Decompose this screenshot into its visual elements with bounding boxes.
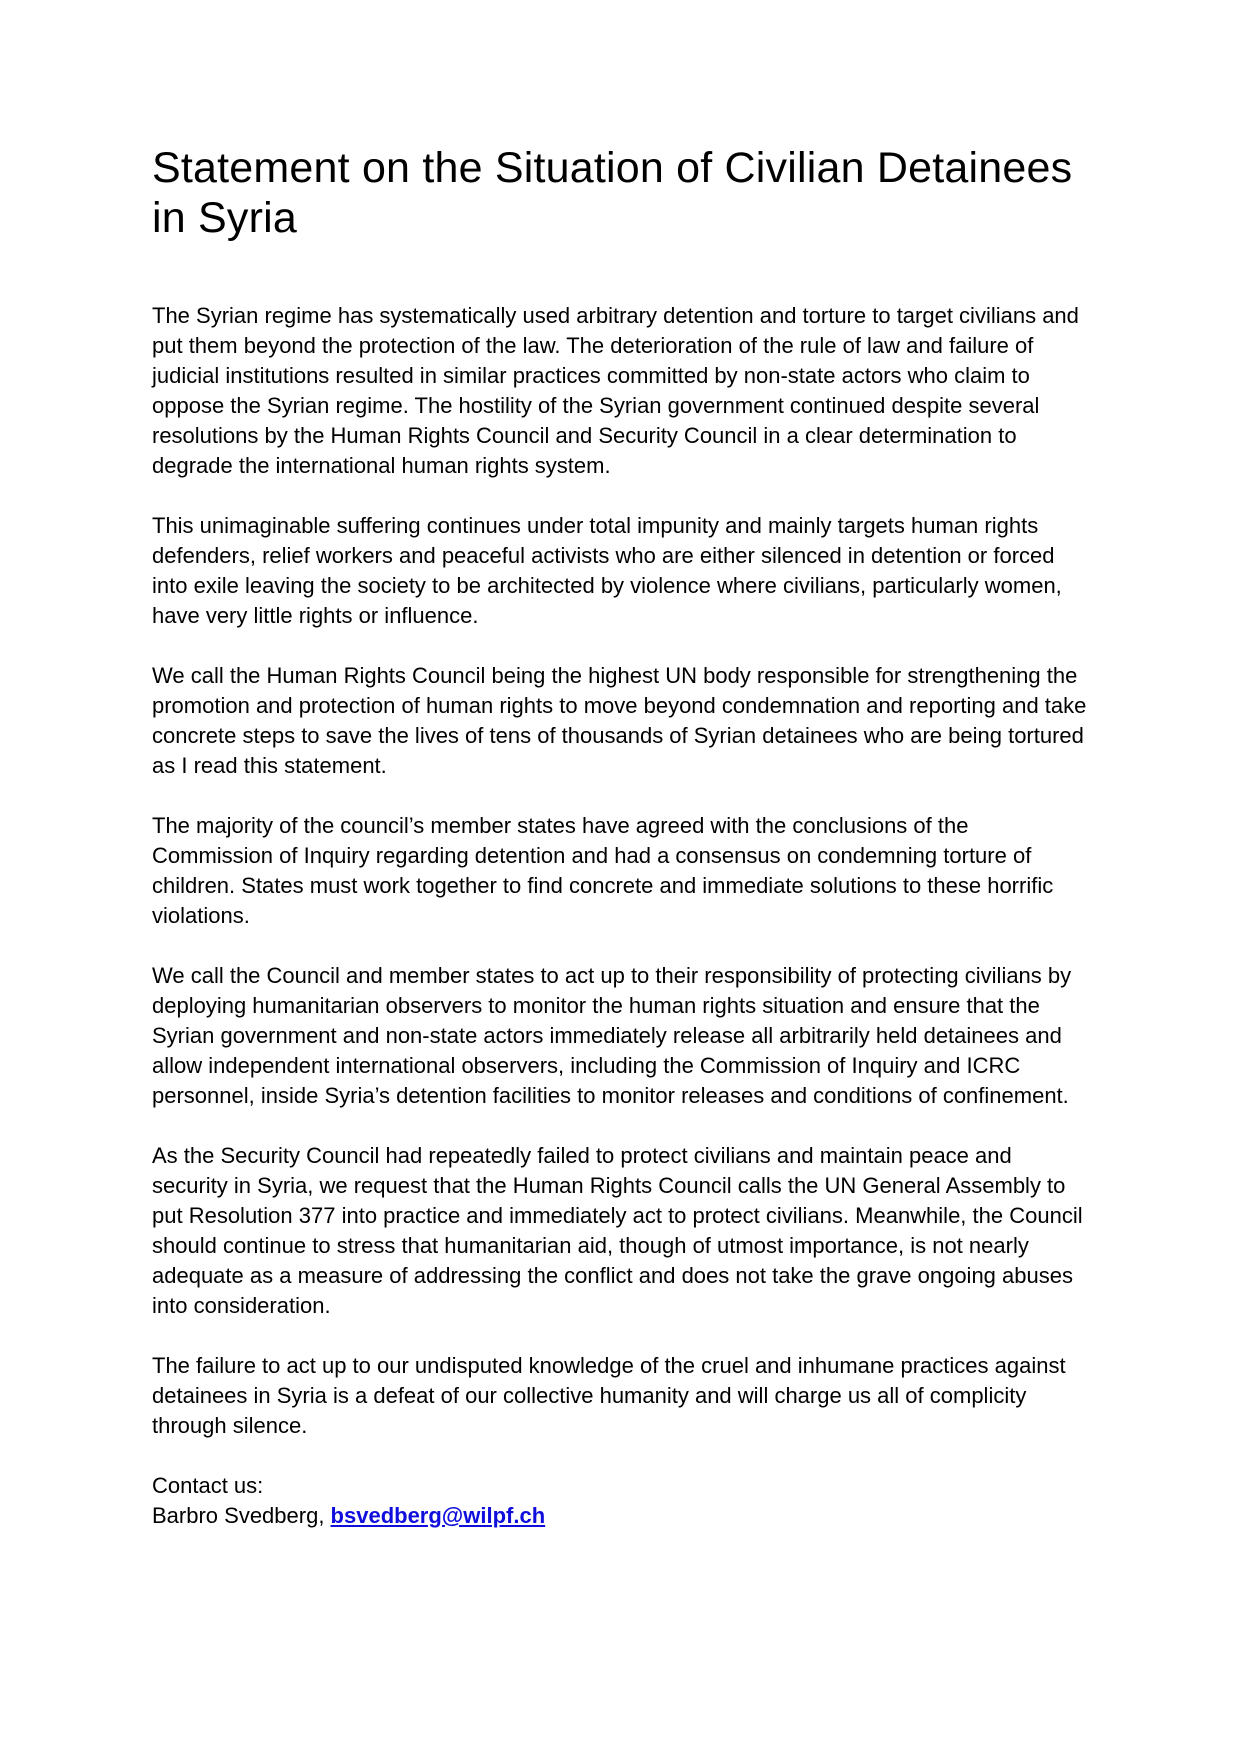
contact-heading: Contact us: [152, 1473, 264, 1498]
paragraphs [152, 301, 1091, 1441]
document-title: Statement on the Situation of Civilian Detainees in Syria [152, 144, 1073, 242]
contact-line [152, 1501, 1091, 1531]
paragraph: We call the Human Rights Council being the highest UN body responsible for strengthening the promotion and protection of human rights to move beyond condemnation and reporting and take concrete steps to save the lives of tens of thousands of Syrian detainees who are being tortured as I read this statement. [152, 663, 1087, 778]
paragraph: The Syrian regime has systematically used arbitrary detention and torture to target civilians and put them beyond the protection of the law. The deterioration of the rule of law and failure of judicial institutions resulted in similar practices committed by non-state actors who claim to oppose the Syrian regime. The hostility of the Syrian government continued despite several resolutions by the Human Rights Council and Security Council in a clear determination to degrade the international human rights system. [152, 303, 1079, 478]
paragraph: This unimaginable suffering continues under total impunity and mainly targets human rights defenders, relief workers and peaceful activists who are either silenced in detention or forced into exile leaving the society to be architected by violence where civilians, particularly women, have very little rights or influence. [152, 513, 1062, 628]
paragraph: The majority of the council’s member states have agreed with the conclusions of the Commission of Inquiry regarding detention and had a consensus on condemning torture of children. States must work together to find concrete and immediate solutions to these horrific violations. [152, 813, 1054, 928]
paragraph: The failure to act up to our undisputed knowledge of the cruel and inhumane practices against detainees in Syria is a defeat of our collective humanity and will charge us all of complicity through silence. [152, 1353, 1066, 1438]
paragraph: We call the Council and member states to act up to their responsibility of protecting civilians by deploying humanitarian observers to monitor the human rights situation and ensure that the Syrian government and non-state actors immediately release all arbitrarily held detainees and allow independent international observers, including the Commission of Inquiry and ICRC personnel, inside Syria’s detention facilities to monitor releases and conditions of confinement. [152, 963, 1072, 1108]
contact-section [152, 1471, 1091, 1531]
document-body [152, 301, 1091, 1531]
contact-name: Barbro Svedberg, [152, 1503, 331, 1528]
contact-email-link[interactable]: bsvedberg@wilpf.ch [330, 1503, 546, 1528]
paragraph: As the Security Council had repeatedly failed to protect civilians and maintain peace and security in Syria, we request that the Human Rights Council calls the UN General Assembly to put Resolution 377 into practice and immediately act to protect civilians. Meanwhile, the Council should continue to stress that humanitarian aid, though of utmost importance, is not nearly adequate as a measure of addressing the conflict and does not take the grave ongoing abuses into consideration. [152, 1143, 1083, 1318]
